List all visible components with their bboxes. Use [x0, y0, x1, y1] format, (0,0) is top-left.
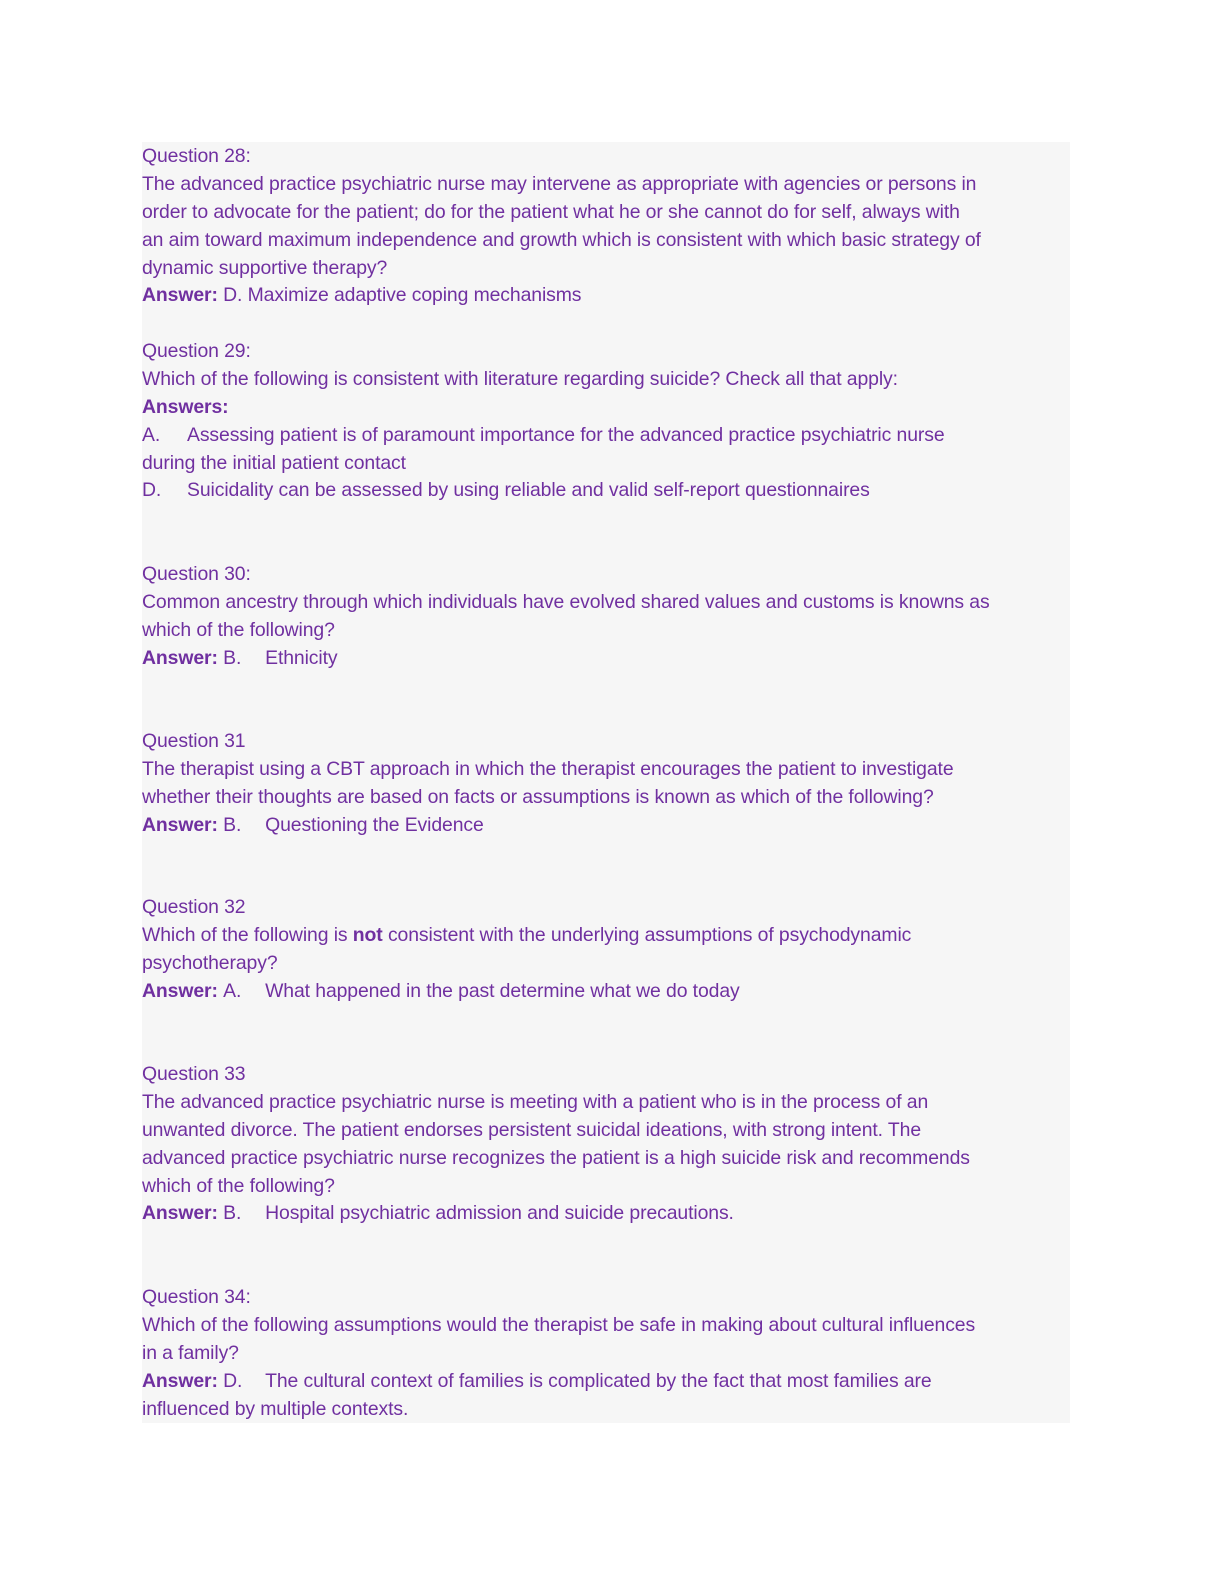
question-text-part: consistent with the underlying assumptions of psychodynamic	[382, 923, 912, 946]
answer-letter: D.	[223, 1369, 243, 1392]
answer-label: Answers:	[142, 395, 229, 418]
question-heading: Question 34:	[142, 1286, 251, 1308]
answer-line	[142, 812, 1070, 840]
answer-text: D. Maximize adaptive coping mechanisms	[217, 284, 582, 307]
question-text-part: Which of the following is	[142, 923, 353, 946]
answer-label: Answer:	[142, 284, 218, 307]
question-34-block	[142, 1284, 1070, 1423]
answer-line	[142, 1200, 1070, 1228]
answer-label: Answer:	[142, 1202, 218, 1225]
answer-letter: A.	[223, 979, 242, 1002]
question-text-line: The advanced practice psychiatric nurse may intervene as appropriate with agencies or persons in	[142, 172, 977, 195]
answer-line	[142, 978, 1070, 1006]
question-heading: Question 29:	[142, 340, 251, 362]
option-text: Suicidality can be assessed by using reliable and valid self-report questionnaires	[187, 479, 870, 502]
option-text: Assessing patient is of paramount importance for the advanced practice psychiatric nurse	[187, 423, 945, 446]
answer-letter: B.	[223, 1202, 242, 1225]
answer-text: What happened in the past determine what we do today	[265, 979, 740, 1002]
answer-label: Answer:	[142, 1369, 218, 1392]
question-text-line: Which of the following is consistent with literature regarding suicide? Check all that apply:	[142, 367, 898, 390]
question-31-block	[142, 728, 1070, 840]
question-heading: Question 28:	[142, 145, 251, 167]
question-text-line: whether their thoughts are based on facts or assumptions is known as which of the following?	[142, 785, 934, 808]
answer-label: Answer:	[142, 813, 218, 836]
question-text-line: dynamic supportive therapy?	[142, 256, 388, 279]
option-letter: D.	[142, 479, 162, 502]
question-text-line: The advanced practice psychiatric nurse is meeting with a patient who is in the process of an	[142, 1090, 929, 1113]
question-heading: Question 31	[142, 730, 246, 752]
question-text-line: which of the following?	[142, 1174, 335, 1197]
answer-option	[142, 477, 1070, 505]
question-text-line: in a family?	[142, 1341, 239, 1364]
question-30-block	[142, 561, 1070, 673]
answer-option-continuation: during the initial patient contact	[142, 451, 406, 474]
question-28-block	[142, 143, 1070, 310]
answer-label: Answer:	[142, 646, 218, 669]
answer-option	[142, 422, 1070, 450]
answer-letter: B.	[223, 646, 242, 669]
question-29-block	[142, 338, 1070, 505]
question-text-line	[142, 922, 1070, 950]
question-text-line: an aim toward maximum independence and growth which is consistent with which basic strategy of	[142, 228, 981, 251]
question-heading: Question 33	[142, 1063, 246, 1085]
document-body	[142, 142, 1070, 1423]
answer-letter: B.	[223, 813, 242, 836]
answers-label-line	[142, 394, 1070, 422]
answer-line	[142, 645, 1070, 673]
answer-line	[142, 282, 1070, 310]
question-heading: Question 30:	[142, 563, 251, 585]
question-text-line: Common ancestry through which individuals have evolved shared values and customs is knowns as	[142, 590, 990, 613]
answer-text: Ethnicity	[265, 646, 338, 669]
answer-line	[142, 1368, 1070, 1396]
question-heading: Question 32	[142, 896, 246, 918]
question-text-line: advanced practice psychiatric nurse recognizes the patient is a high suicide risk and recommends	[142, 1146, 970, 1169]
question-33-block	[142, 1061, 1070, 1228]
answer-text-continuation: influenced by multiple contexts.	[142, 1397, 409, 1420]
question-text-line: which of the following?	[142, 618, 335, 641]
option-letter: A.	[142, 423, 161, 446]
answer-text: Questioning the Evidence	[265, 813, 484, 836]
question-32-block	[142, 894, 1070, 1006]
question-text-line: Which of the following assumptions would the therapist be safe in making about cultural influences	[142, 1313, 976, 1336]
answer-text: Hospital psychiatric admission and suicide precautions.	[265, 1202, 734, 1225]
question-text-line: unwanted divorce. The patient endorses persistent suicidal ideations, with strong intent. The	[142, 1118, 922, 1141]
question-text-line: psychotherapy?	[142, 951, 278, 974]
emphasis-not: not	[352, 923, 383, 946]
answer-text: The cultural context of families is complicated by the fact that most families are	[265, 1369, 932, 1392]
answer-label: Answer:	[142, 979, 218, 1002]
question-text-line: The therapist using a CBT approach in which the therapist encourages the patient to investigate	[142, 757, 954, 780]
question-text-line: order to advocate for the patient; do for the patient what he or she cannot do for self, always with	[142, 200, 960, 223]
